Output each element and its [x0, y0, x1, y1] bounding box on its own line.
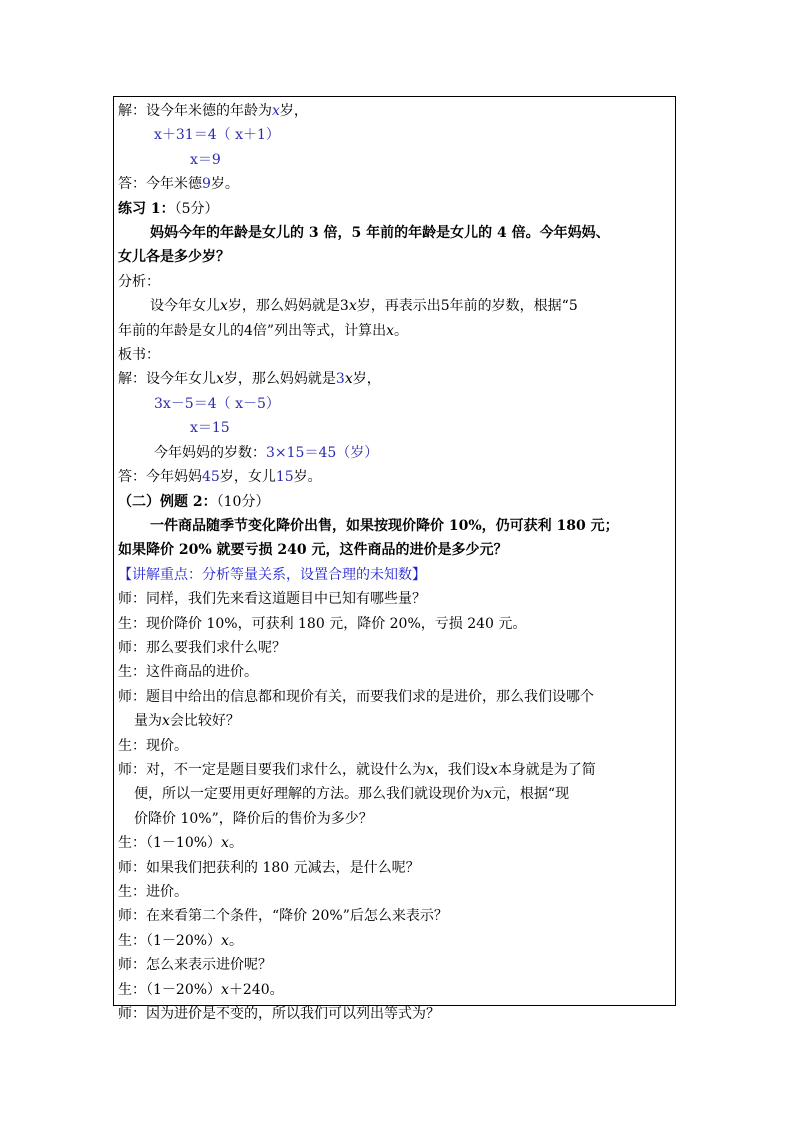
dialogue-line: 师：题目中给出的信息都和现价有关，而要我们求的是进价，那么我们设哪个	[118, 688, 594, 705]
analysis-text-cont: 年前的年龄是女儿的4倍”列出等式，计算出x。	[118, 322, 408, 339]
lesson-content	[118, 99, 671, 1026]
example-heading: （二）例题 2：（10分）	[118, 493, 270, 510]
dialogue-line: 师：同样，我们先来看这道题目中已知有哪些量？	[118, 591, 426, 608]
equation-line-2: 3x－5＝4（ x－5）	[154, 395, 280, 412]
equation-result-2: x＝15	[190, 420, 230, 437]
dialogue-line: 师：对，不一定是题目要我们求什么，就设什么为x，我们设x本身就是为了简	[118, 761, 596, 778]
dialogue-line: 生：现价降价 10%，可获利 180 元，降价 20%，亏损 240 元。	[118, 615, 527, 632]
exercise-problem-cont: 女儿各是多少岁？	[118, 249, 230, 266]
dialogue-line: 师：在来看第二个条件，“降价 20%”后怎么来表示？	[118, 908, 448, 925]
dialogue-line-cont: 价降价 10%”，降价后的售价为多少？	[134, 810, 373, 827]
dialogue-line: 生：（1－20%）x。	[118, 932, 243, 949]
analysis-text: 设今年女儿x岁，那么妈妈就是3x岁，再表示出5年前的岁数，根据“5	[150, 298, 578, 315]
example-problem: 一件商品随季节变化降价出售，如果按现价降价 10%，仍可获利 180 元；	[150, 517, 619, 534]
dialogue-line: 师：如果我们把获利的 180 元减去，是什么呢？	[118, 859, 420, 876]
dialogue-line-cont: 量为x会比较好？	[134, 713, 240, 730]
analysis-label: 分析：	[118, 273, 160, 290]
mother-age-calc: 今年妈妈的岁数：3×15＝45（岁）	[154, 444, 379, 461]
dialogue-line: 生：（1－10%）x。	[118, 835, 243, 852]
solution-line-2: 解：设今年女儿x岁，那么妈妈就是3x岁，	[118, 371, 381, 388]
dialogue-line: 生：进价。	[118, 884, 188, 900]
solution-line: 解：设今年米德的年龄为x岁，	[118, 103, 308, 119]
dialogue-line: 师：那么要我们求什么呢？	[118, 639, 286, 656]
dialogue-line: 师：因为进价是不变的，所以我们可以列出等式为？	[118, 1006, 440, 1023]
example-problem-cont: 如果降价 20% 就要亏损 240 元，这件商品的进价是多少元？	[118, 542, 508, 559]
dialogue-line: 生：（1－20%）x＋240。	[118, 981, 284, 998]
exercise-problem: 妈妈今年的年龄是女儿的 3 倍，5 年前的年龄是女儿的 4 倍。今年妈妈、	[150, 225, 610, 242]
answer-line-2: 答：今年妈妈45岁，女儿15岁。	[118, 469, 322, 486]
dialogue-line-cont: 便，所以一定要用更好理解的方法。那么我们就设现价为x元，根据“现	[134, 786, 570, 803]
key-point-note: 【讲解重点：分析等量关系，设置合理的未知数】	[118, 566, 426, 583]
dialogue-line: 师：怎么来表示进价呢？	[118, 957, 272, 974]
board-label: 板书：	[118, 347, 160, 364]
document-frame	[113, 96, 676, 1023]
dialogue-line: 生：这件商品的进价。	[118, 664, 258, 681]
dialogue-line: 生：现价。	[118, 737, 188, 754]
equation-line: x＋31＝4（ x＋1）	[154, 127, 280, 144]
exercise-heading: 练习 1：（5分）	[118, 200, 219, 217]
answer-line: 答：今年米德9岁。	[118, 176, 239, 193]
equation-result: x＝9	[190, 151, 221, 168]
